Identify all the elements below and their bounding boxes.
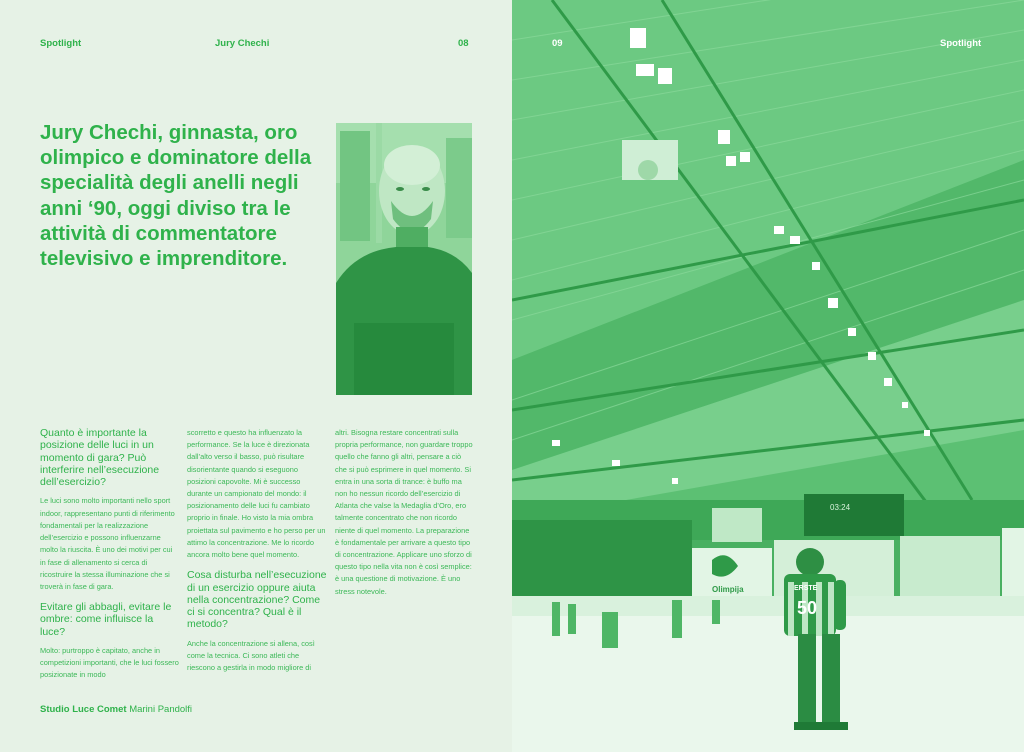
portrait-photo-icon <box>336 123 472 395</box>
answer-2-continued: scorretto e questo ha influenzato la performance. Se la luce è direzionata dall’alto verso il basso, può risultare disorientante quando si eseguono posizioni capovolte. Mi è successo durante un campionato del mondo: il posizionamento delle luci fu cambiato proprio in finale. Ho visto la mia ombra proiettata sul pavimento e ho perso per un attimo la concentrazione. Me lo ricordo ancora molto bene quel momento. <box>187 428 326 560</box>
player-name: ERSTE <box>794 585 818 592</box>
header-section-left: Spotlight <box>40 38 82 49</box>
column-2 <box>187 427 327 682</box>
arena-scoreboard: 03:24 <box>830 503 851 512</box>
answer-1: Le luci sono molto importanti nello sport indoor, rappresentano punti di riferimento fondamentali per la realizzazione dell’esercizio e possono influenzarne molto la riuscita. È uno dei motivi per cui in fase di allenamento si cerca di ricostruire la stessa illuminazione che si troverà in fase di gara. <box>40 496 175 591</box>
ice-arena-photo-icon <box>512 0 1024 752</box>
right-page <box>512 0 1024 752</box>
player-number: 50 <box>797 598 818 618</box>
column-1 <box>40 427 180 690</box>
column-3 <box>335 427 475 606</box>
footer-credit <box>40 704 192 715</box>
header-name: Jury Chechi <box>215 38 270 49</box>
footer-studio: Studio Luce Comet <box>40 704 127 715</box>
headline: Jury Chechi, ginnasta, oro olimpico e dominatore della specialità degli anelli negli anni ‘90, oggi diviso tra le attività di commentatore televisivo e imprenditore. <box>40 121 312 271</box>
page-number-left: 08 <box>458 38 469 49</box>
answer-3-start: Anche la concentrazione si allena, così come la tecnica. Ci sono atleti che riescono a gestirla in modo migliore di <box>187 638 315 673</box>
header-section-right: Spotlight <box>940 38 982 49</box>
question-1: Quanto è importante la posizione delle luci in un momento di gara? Può interferire nell’esecuzione dell’esercizio? <box>40 427 160 489</box>
banner-olimpija: Olimpija <box>712 585 744 594</box>
question-3: Cosa disturba nell’esecuzione di un esercizio oppure aiuta nella concentrazione? Come ci si concentra? Qual è il metodo? <box>187 569 327 631</box>
question-2: Evitare gli abbagli, evitare le ombre: come influisce la luce? <box>40 601 172 638</box>
answer-2-start: Molto: purtroppo è capitato, anche in competizioni importanti, che le luci fossero posizionate in modo <box>40 646 179 680</box>
page-number-right: 09 <box>552 38 563 49</box>
answer-3-continued: altri. Bisogna restare concentrati sulla propria performance, non guardare troppo quello che fanno gli altri, pensare a ciò che si può esprimere in quel momento. Si entra in una sorta di trance: è buffo ma non ho nessun ricordo dell’esercizio di Atlanta che valse la Medaglia d’Oro, ero talmente concentrato che non ricordo niente di quel momento. La preparazione è fondamentale per arrivare a questo tipo di concentrazione. Applicare uno sforzo di questo tipo nella vita non è così semplice: è una questione di motivazione. È uno stress notevole. <box>335 428 473 596</box>
footer-author: Marini Pandolfi <box>129 704 193 715</box>
